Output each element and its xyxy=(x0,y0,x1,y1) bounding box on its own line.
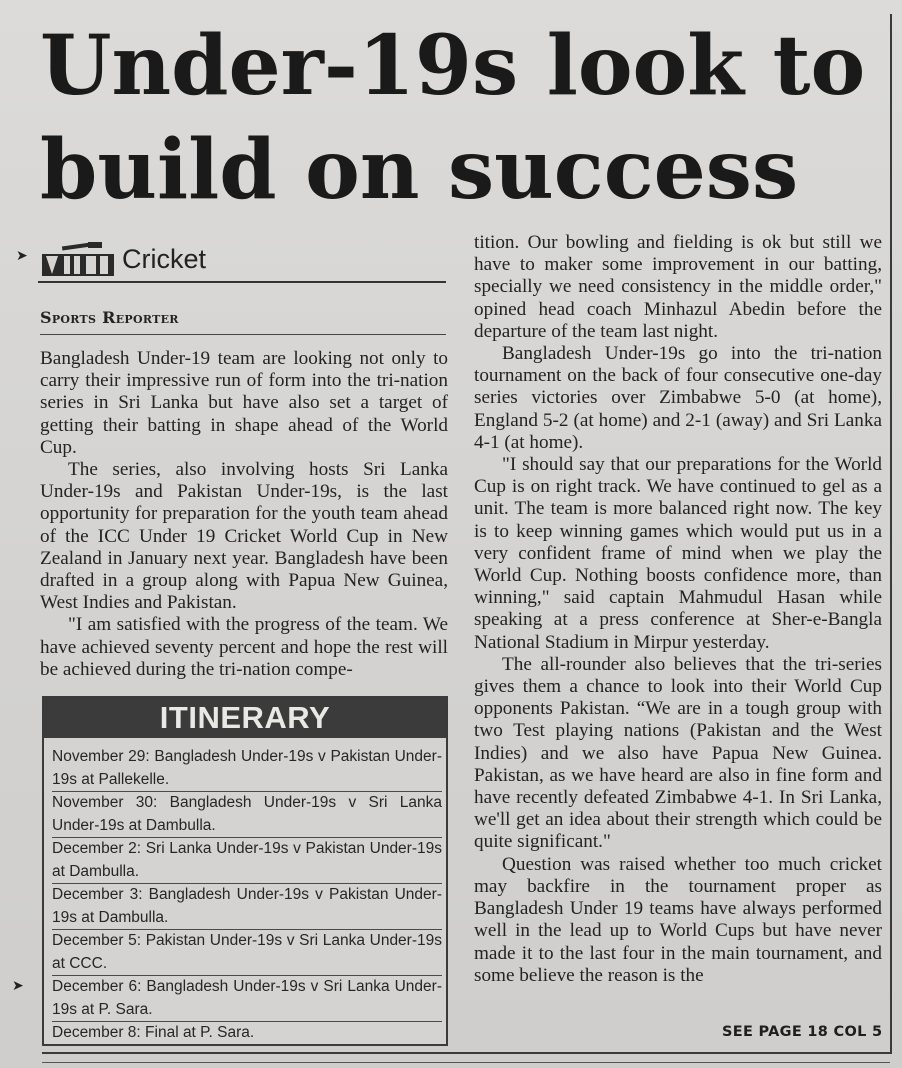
bottom-rule xyxy=(42,1052,890,1054)
margin-mark-icon: ➤ xyxy=(12,978,24,994)
continuation-note: SEE PAGE 18 COL 5 xyxy=(722,1024,883,1040)
article-column-1 xyxy=(40,348,448,681)
paragraph: "I should say that our preparations for the World Cup is on right track. We have continued to gel as a unit. The team is more balanced right now. The key is to keep winning games which would put us in a very confident frame of mind when we play the World Cup. Nothing boosts confidence more, than winning," said captain Mahmudul Hasan while speaking at a press conference at Sher-e-Bangla National Stadium in Mirpur yesterday. xyxy=(474,454,882,653)
itinerary-item: November 29: Bangladesh Under-19s v Pakistan Under-19s at Pallekelle. xyxy=(52,746,442,792)
headline-line-1: Under-19s look to xyxy=(40,18,866,114)
section-label: Cricket xyxy=(122,244,207,274)
paragraph: The all-rounder also believes that the tri-series gives them a chance to look into their World Cup opponents Pakistan. “We are in a tough group with two Test playing nations (Pakistan and the West Indies) and we also have Papua New Guinea. Pakistan, as we have heard are also in fine form and have recently defeated Zimbabwe 4-1. In Sri Lanka, we'll get an idea about their strength which could be quite significant." xyxy=(474,653,882,853)
itinerary-item: December 3: Bangladesh Under-19s v Pakistan Under-19s at Dambulla. xyxy=(52,884,442,930)
itinerary-item: December 8: Final at P. Sara. xyxy=(52,1024,255,1041)
paragraph: Bangladesh Under-19s go into the tri-nation tournament on the back of four consecutive one-day series victories over Zimbabwe 5-0 (at home), England 5-2 (at home) and 2-1 (away) and Sri Lanka 4-1 (at home). xyxy=(474,343,882,453)
margin-mark-icon: ➤ xyxy=(16,248,28,264)
kicker-rule xyxy=(38,281,446,283)
itinerary-list xyxy=(52,746,442,1045)
itinerary-item: December 2: Sri Lanka Under-19s v Pakistan Under-19s at Dambulla. xyxy=(52,838,442,884)
itinerary-title: ITINERARY xyxy=(44,698,446,738)
itinerary-item: December 6: Bangladesh Under-19s v Sri Lanka Under-19s at P. Sara. xyxy=(52,976,442,1022)
itinerary-item: December 5: Pakistan Under-19s v Sri Lanka Under-19s at CCC. xyxy=(52,930,442,976)
paragraph: Bangladesh Under-19 team are looking not only to carry their impressive run of form into the tri-nation series in Sri Lanka but have also set a target of getting their batting in shape ahead of the World Cup. xyxy=(40,348,448,458)
paragraph: "I am satisfied with the progress of the team. We have achieved seventy percent and hope the rest will be achieved during the tri-nation compe- xyxy=(40,614,448,680)
footer-rule xyxy=(42,1062,890,1063)
article-column-2 xyxy=(474,232,882,987)
headline xyxy=(40,14,880,222)
paragraph: tition. Our bowling and fielding is ok but still we have to maker some improvement in our batting, specially we need consistency in the middle order," opined head coach Minhazul Abedin before the departure of the team last night. xyxy=(474,232,882,342)
cricket-logo-icon xyxy=(40,242,116,278)
section-kicker xyxy=(38,238,446,282)
byline: Sports Reporter xyxy=(40,308,179,327)
itinerary-box xyxy=(42,696,448,1046)
paragraph: Question was raised whether too much cricket may backfire in the tournament proper as Bangladesh Under 19 teams have always performed well in the lead up to World Cups but have never made it to the last four in the main tournament, and some believe the reason is the xyxy=(474,853,882,986)
column-rule-right xyxy=(890,14,892,1054)
headline-line-2: build on success xyxy=(40,122,799,218)
byline-rule xyxy=(40,334,446,335)
paragraph: The series, also involving hosts Sri Lanka Under-19s and Pakistan Under-19s, is the last opportunity for preparation for the youth team ahead of the ICC Under 19 Cricket World Cup in New Zealand in January next year. Bangladesh have been drafted in a group along with Papua New Guinea, West Indies and Pakistan. xyxy=(40,459,448,614)
itinerary-item: November 30: Bangladesh Under-19s v Sri Lanka Under-19s at Dambulla. xyxy=(52,792,442,838)
